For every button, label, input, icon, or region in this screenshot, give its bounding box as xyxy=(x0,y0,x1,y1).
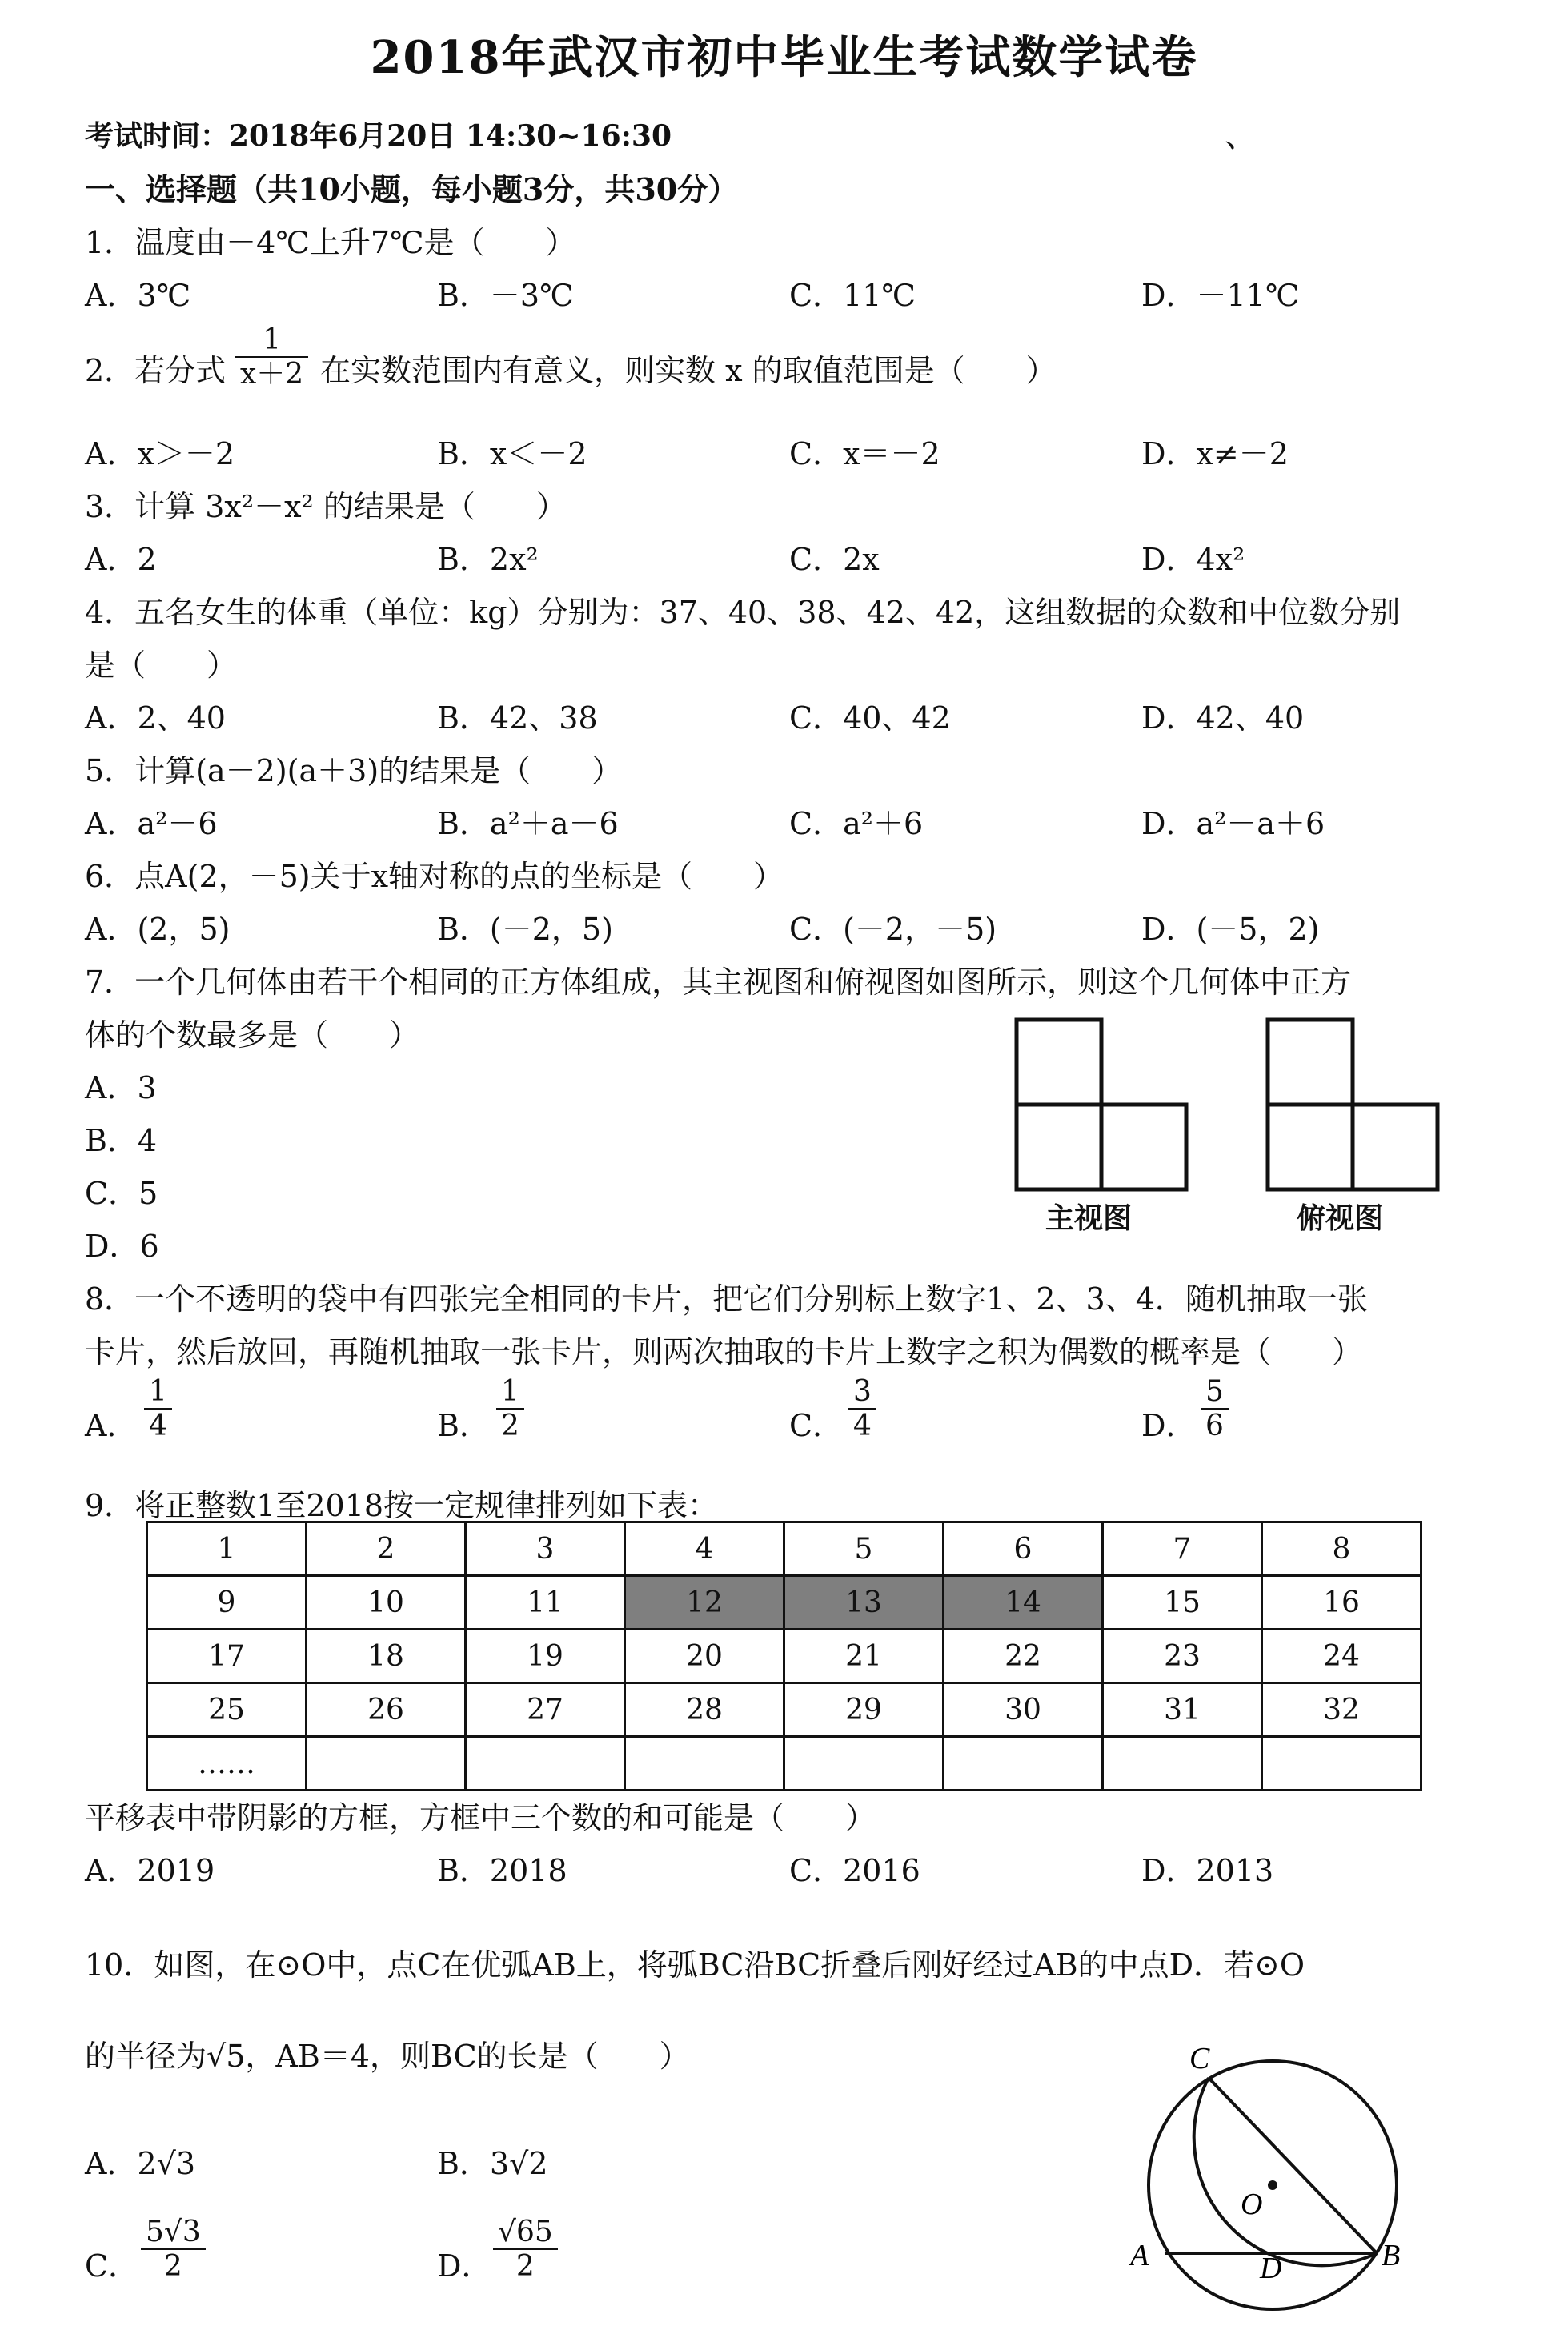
top-view-label: 俯视图 xyxy=(1297,1202,1384,1235)
option-label: A． xyxy=(85,2146,138,2181)
table-cell: 6 xyxy=(944,1522,1103,1576)
table-cell: 16 xyxy=(1262,1576,1422,1630)
fraction-numerator: 1 xyxy=(496,1375,524,1410)
table-cell: 26 xyxy=(307,1683,466,1737)
fraction-denominator: 2 xyxy=(501,1410,519,1443)
table-cell: 2 xyxy=(307,1522,466,1576)
point-label-a: A xyxy=(1130,2239,1149,2272)
table-cell: 24 xyxy=(1262,1630,1422,1683)
shaded-cell: 13 xyxy=(784,1576,944,1630)
q2-option-c: C．x＝－2 xyxy=(789,436,940,471)
q5-option-d: D．a²－a＋6 xyxy=(1141,806,1325,841)
folded-arc xyxy=(1194,2078,1377,2265)
table-cell: 9 xyxy=(147,1576,307,1630)
table-cell: 29 xyxy=(784,1683,944,1737)
fraction-numerator: 3 xyxy=(848,1375,876,1410)
fraction-numerator: √65 xyxy=(493,2216,558,2250)
question-4-stem-line1: 4．五名女生的体重（单位：kg）分别为：37、40、38、42、42，这组数据的众数和中位数分别 xyxy=(85,595,1401,630)
fraction-denominator: 6 xyxy=(1205,1410,1224,1443)
table-cell: 8 xyxy=(1262,1522,1422,1576)
q8-option-b-fraction xyxy=(496,1375,524,1443)
q2-option-d: D．x≠－2 xyxy=(1141,436,1289,471)
q9-option-d: D．2013 xyxy=(1141,1853,1274,1888)
question-2-stem-post: 在实数范围内有意义，则实数 x 的取值范围是（ ） xyxy=(320,353,1057,388)
q2-fraction xyxy=(235,323,308,391)
q8-option-a-label: A． xyxy=(85,1408,138,1443)
fraction-numerator: 1 xyxy=(144,1375,172,1410)
q3-option-b: B．2x² xyxy=(437,542,539,577)
q4-option-d: D．42、40 xyxy=(1141,700,1305,736)
q10-option-c-fraction xyxy=(141,2216,206,2284)
question-2-stem-pre: 2．若分式 xyxy=(85,353,227,388)
q10-option-c-label: C． xyxy=(85,2248,139,2284)
q1-option-b: B．－3℃ xyxy=(437,278,574,313)
number-table xyxy=(146,1521,1422,1791)
table-cell: …… xyxy=(147,1737,307,1791)
table-cell: 4 xyxy=(625,1522,784,1576)
fraction-denominator: x＋2 xyxy=(240,358,304,391)
table-row xyxy=(147,1522,1422,1576)
fraction-numerator: 5√3 xyxy=(141,2216,206,2250)
option-value: 3√2 xyxy=(489,2146,548,2181)
table-cell: 31 xyxy=(1103,1683,1262,1737)
fraction-denominator: 2 xyxy=(515,2250,535,2284)
table-cell: 23 xyxy=(1103,1630,1262,1683)
table-cell: 5 xyxy=(784,1522,944,1576)
q4-option-c: C．40、42 xyxy=(789,700,951,736)
table-cell: 3 xyxy=(466,1522,625,1576)
table-cell: 27 xyxy=(466,1683,625,1737)
q5-option-c: C．a²＋6 xyxy=(789,806,924,841)
table-cell: 21 xyxy=(784,1630,944,1683)
q2-option-b: B．x＜－2 xyxy=(437,436,587,471)
q10-option-b xyxy=(437,2139,548,2183)
q5-option-b: B．a²＋a－6 xyxy=(437,806,619,841)
table-cell: 10 xyxy=(307,1576,466,1630)
fraction-numerator: 1 xyxy=(235,323,308,358)
fraction-denominator: 2 xyxy=(163,2250,182,2284)
question-10-stem-line1: 10．如图，在⊙O中，点C在优弧AB上，将弧BC沿BC折叠后刚好经过AB的中点D．若⊙O xyxy=(85,1947,1305,1983)
top-view xyxy=(1268,1020,1438,1189)
q6-option-a: A．(2，5) xyxy=(85,912,231,947)
question-4-stem-line2: 是（ ） xyxy=(85,648,238,683)
front-view-label: 主视图 xyxy=(1045,1202,1133,1235)
table-cell: 7 xyxy=(1103,1522,1262,1576)
table-cell xyxy=(625,1737,784,1791)
fraction-numerator: 5 xyxy=(1201,1375,1229,1410)
q2-option-a: A．x＞－2 xyxy=(85,436,235,471)
exam-time: 考试时间：2018年6月20日 14:30~16:30 xyxy=(85,119,672,153)
q9-option-c: C．2016 xyxy=(789,1853,920,1888)
table-cell: 18 xyxy=(307,1630,466,1683)
q1-option-d: D．－11℃ xyxy=(1141,278,1300,313)
table-cell: 15 xyxy=(1103,1576,1262,1630)
q9-option-a: A．2019 xyxy=(85,1853,215,1888)
radius-value: √5 xyxy=(207,2039,246,2074)
q3-option-d: D．4x² xyxy=(1141,542,1245,577)
q8-option-c-label: C． xyxy=(789,1408,844,1443)
q8-option-d-fraction xyxy=(1201,1375,1229,1443)
table-cell: 17 xyxy=(147,1630,307,1683)
q10-circle-figure xyxy=(1113,2033,1433,2337)
q7-option-d: D．6 xyxy=(85,1229,159,1264)
stray-mark: 、 xyxy=(1225,118,1257,154)
q10-option-d-fraction xyxy=(493,2216,558,2284)
center-point xyxy=(1268,2180,1277,2190)
question-8-stem-line2: 卡片，然后放回，再随机抽取一张卡片，则两次抽取的卡片上数字之积为偶数的概率是（ ） xyxy=(85,1334,1363,1370)
q3-option-c: C．2x xyxy=(789,542,880,577)
q8-option-a-fraction xyxy=(144,1375,172,1443)
q1-option-c: C．11℃ xyxy=(789,278,916,313)
question-7-stem-line2: 体的个数最多是（ ） xyxy=(85,1017,420,1053)
question-10-stem-line2 xyxy=(85,2031,690,2075)
q6-option-c: C．(－2，－5) xyxy=(789,912,997,947)
q7-option-b: B．4 xyxy=(85,1123,158,1158)
q10-option-d-label: D． xyxy=(437,2248,492,2284)
question-9-followup: 平移表中带阴影的方框，方框中三个数的和可能是（ ） xyxy=(85,1800,876,1835)
question-5-stem: 5．计算(a－2)(a＋3)的结果是（ ） xyxy=(85,753,623,788)
table-row xyxy=(147,1576,1422,1630)
point-label-d: D xyxy=(1260,2252,1282,2285)
table-cell xyxy=(466,1737,625,1791)
q6-option-b: B．(－2，5) xyxy=(437,912,613,947)
table-cell: 25 xyxy=(147,1683,307,1737)
table-cell: 32 xyxy=(1262,1683,1422,1737)
q10-option-a xyxy=(85,2139,195,2183)
stem-text: 的半径为 xyxy=(85,2039,207,2074)
q9-option-b: B．2018 xyxy=(437,1853,567,1888)
table-cell: 28 xyxy=(625,1683,784,1737)
table-cell xyxy=(784,1737,944,1791)
table-cell: 11 xyxy=(466,1576,625,1630)
point-label-o: O xyxy=(1241,2188,1263,2221)
table-cell: 20 xyxy=(625,1630,784,1683)
shaded-cell: 14 xyxy=(944,1576,1103,1630)
fraction-denominator: 4 xyxy=(853,1410,872,1443)
option-value: 2√3 xyxy=(137,2146,196,2181)
table-row xyxy=(147,1683,1422,1737)
q8-option-b-label: B． xyxy=(437,1408,490,1443)
q5-option-a: A．a²－6 xyxy=(85,806,218,841)
q8-option-c-fraction xyxy=(848,1375,876,1443)
table-cell xyxy=(1262,1737,1422,1791)
table-cell xyxy=(944,1737,1103,1791)
question-1-stem: 1．温度由－4℃上升7℃是（ ） xyxy=(85,225,576,260)
point-label-b: B xyxy=(1382,2239,1401,2272)
question-9-stem: 9．将正整数1至2018按一定规律排列如下表： xyxy=(85,1488,719,1523)
option-label: B． xyxy=(437,2146,490,2181)
q7-option-a: A．3 xyxy=(85,1070,157,1105)
stem-text: ，AB＝4，则BC的长是（ ） xyxy=(245,2039,690,2074)
shaded-cell: 12 xyxy=(625,1576,784,1630)
table-row xyxy=(147,1737,1422,1791)
q4-option-b: B．42、38 xyxy=(437,700,598,736)
section-heading: 一、选择题（共10小题，每小题3分，共30分） xyxy=(85,171,739,207)
q4-option-a: A．2、40 xyxy=(85,700,226,736)
question-3-stem: 3．计算 3x²－x² 的结果是（ ） xyxy=(85,489,567,524)
page-title: 2018年武汉市初中毕业生考试数学试卷 xyxy=(370,31,1198,84)
question-7-stem-line1: 7．一个几何体由若干个相同的正方体组成，其主视图和俯视图如图所示，则这个几何体中正方 xyxy=(85,964,1352,1000)
chord-bc xyxy=(1209,2078,1377,2253)
fraction-denominator: 4 xyxy=(149,1410,167,1443)
table-cell: 30 xyxy=(944,1683,1103,1737)
q7-option-c: C．5 xyxy=(85,1176,158,1211)
question-8-stem-line1: 8．一个不透明的袋中有四张完全相同的卡片，把它们分别标上数字1、2、3、4．随机抽取一张 xyxy=(85,1281,1368,1317)
q3-option-a: A．2 xyxy=(85,542,157,577)
table-cell: 19 xyxy=(466,1630,625,1683)
q1-option-a: A．3℃ xyxy=(85,278,191,313)
front-view xyxy=(1017,1020,1186,1189)
table-cell: 1 xyxy=(147,1522,307,1576)
q8-option-d-label: D． xyxy=(1141,1408,1197,1443)
table-cell: 22 xyxy=(944,1630,1103,1683)
q6-option-d: D．(－5，2) xyxy=(1141,912,1320,947)
question-6-stem: 6．点A(2，－5)关于x轴对称的点的坐标是（ ） xyxy=(85,859,784,894)
point-label-c: C xyxy=(1189,2042,1210,2075)
table-cell xyxy=(307,1737,466,1791)
table-cell xyxy=(1103,1737,1262,1791)
table-row xyxy=(147,1630,1422,1683)
